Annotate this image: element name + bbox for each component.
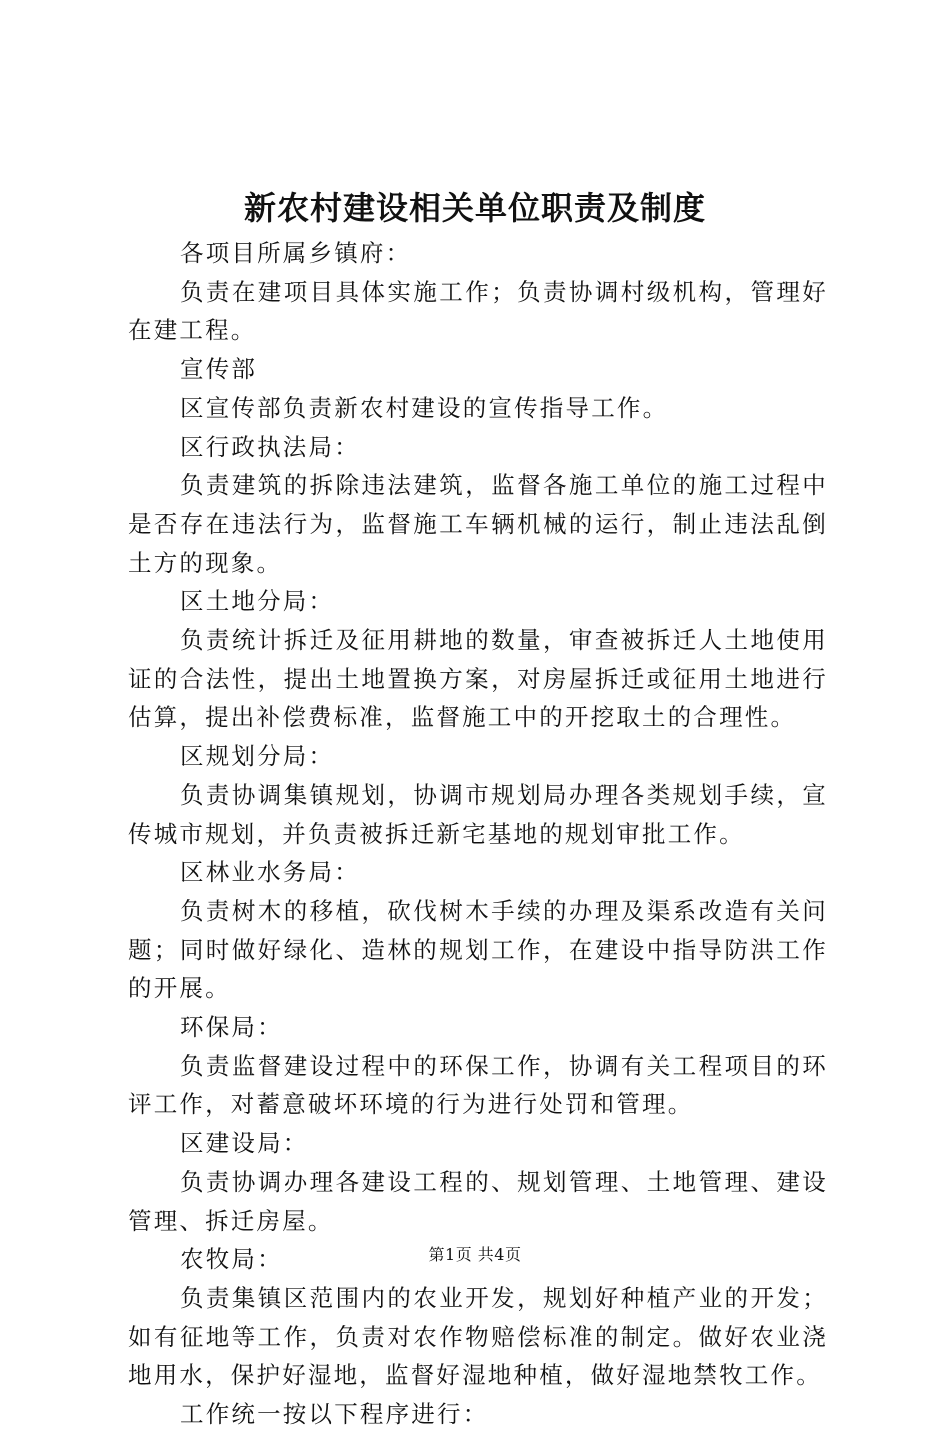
- paragraph: 区林业水务局：: [180, 858, 360, 887]
- page-number-footer: 第1页 共4页: [428, 1245, 522, 1264]
- paragraph: 区建设局：: [180, 1129, 309, 1158]
- paragraph: 区规划分局：: [180, 742, 335, 771]
- paragraph: 负责协调集镇规划，协调市规划局办理各类规划手续，宣传城市规划，并负责被拆迁新宅基地的规划审批工作。: [128, 780, 828, 848]
- document-title: 新农村建设相关单位职责及制度: [243, 189, 706, 227]
- paragraph: 负责建筑的拆除违法建筑，监督各施工单位的施工过程中是否存在违法行为，监督施工车辆机械的运行，制止违法乱倒土方的现象。: [128, 471, 828, 577]
- paragraph: 区宣传部负责新农村建设的宣传指导工作。: [180, 393, 669, 422]
- paragraph: 负责监督建设过程中的环保工作，协调有关工程项目的环评工作，对蓄意破坏环境的行为进行处罚和管理。: [128, 1051, 828, 1119]
- paragraph: 负责在建项目具体实施工作；负责协调村级机构，管理好在建工程。: [128, 277, 828, 345]
- paragraph: 区土地分局：: [180, 587, 335, 616]
- paragraph: 负责集镇区范围内的农业开发，规划好种植产业的开发；如有征地等工作，负责对农作物赔偿标准的制定。做好农业浇地用水，保护好湿地，监督好湿地种植，做好湿地禁牧工作。: [128, 1283, 828, 1390]
- paragraph: 宣传部: [180, 355, 258, 384]
- paragraph: 负责统计拆迁及征用耕地的数量，审查被拆迁人土地使用证的合法性，提出土地置换方案，对房屋拆迁或征用土地进行估算，提出补偿费标准，监督施工中的开挖取土的合理性。: [128, 626, 828, 732]
- paragraph: 各项目所属乡镇府：: [180, 239, 412, 267]
- paragraph: 负责协调办理各建设工程的、规划管理、土地管理、建设管理、拆迁房屋。: [128, 1167, 828, 1235]
- paragraph: 区行政执法局：: [180, 432, 360, 461]
- paragraph: 负责树木的移植，砍伐树木手续的办理及渠系改造有关问题；同时做好绿化、造林的规划工作，在建设中指导防洪工作的开展。: [128, 896, 828, 1003]
- paragraph: 工作统一按以下程序进行：: [180, 1400, 489, 1429]
- paragraph: 农牧局：: [180, 1245, 283, 1274]
- paragraph: 环保局：: [180, 1013, 283, 1042]
